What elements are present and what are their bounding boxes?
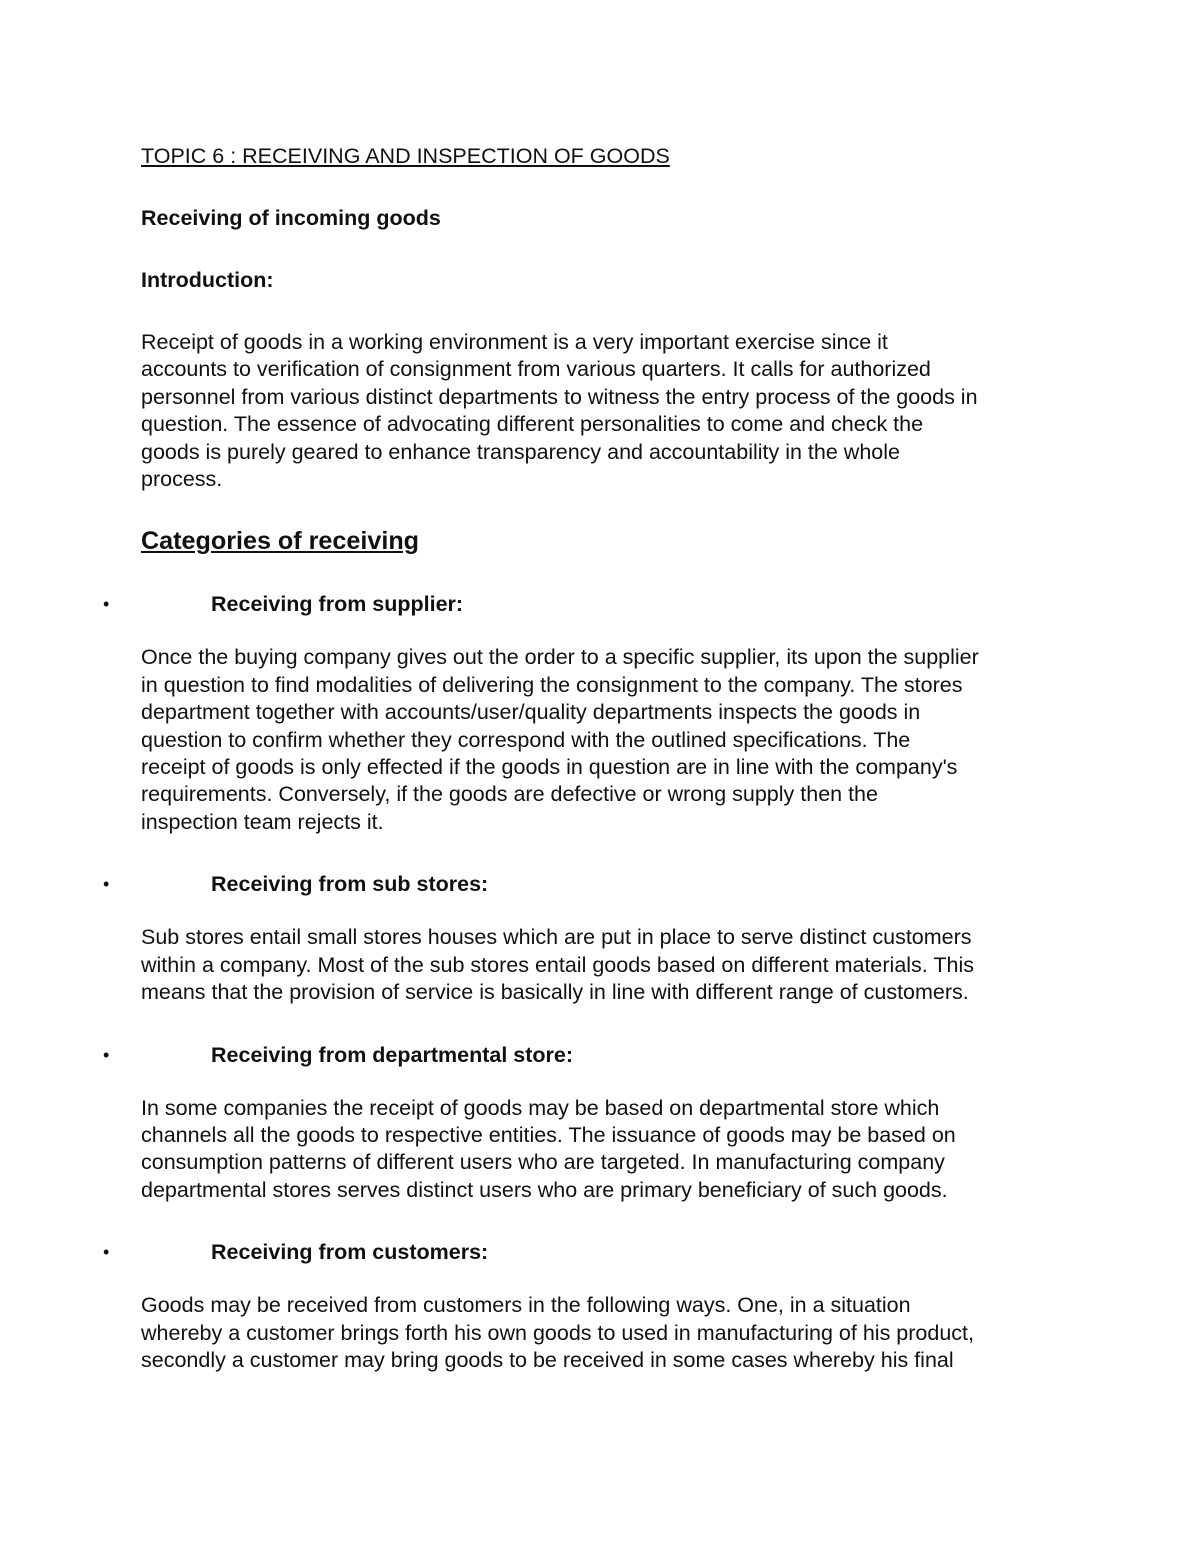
categories-heading: Categories of receiving bbox=[141, 527, 420, 556]
bullet-icon: • bbox=[103, 1242, 110, 1263]
bullet-heading-customers bbox=[103, 1238, 1071, 1267]
departmental-store-paragraph bbox=[141, 1095, 1071, 1205]
paragraph-line: personnel from various distinct departments to witness the entry process of the goods in bbox=[141, 384, 978, 409]
paragraph-line: inspection team rejects it. bbox=[141, 809, 384, 834]
bullet-heading-label: Receiving from sub stores: bbox=[211, 872, 489, 897]
bullet-icon: • bbox=[103, 1044, 110, 1065]
paragraph-line: accounts to verification of consignment from various quarters. It calls for authorized bbox=[141, 357, 931, 382]
paragraph-line: channels all the goods to respective entities. The issuance of goods may be based on bbox=[141, 1122, 956, 1147]
paragraph-line: within a company. Most of the sub stores entail goods based on different materials. This bbox=[141, 952, 974, 977]
supplier-paragraph bbox=[141, 644, 1071, 836]
customers-paragraph bbox=[141, 1292, 1071, 1374]
paragraph-line: question to confirm whether they correspond with the outlined specifications. The bbox=[141, 727, 911, 752]
paragraph-line: means that the provision of service is basically in line with different range of customers. bbox=[141, 980, 969, 1005]
paragraph-line: In some companies the receipt of goods may be based on departmental store which bbox=[141, 1095, 940, 1120]
bullet-icon: • bbox=[103, 874, 110, 895]
paragraph-line: Goods may be received from customers in the following ways. One, in a situation bbox=[141, 1293, 911, 1318]
bullet-heading-departmental-store bbox=[103, 1041, 1071, 1070]
paragraph-line: departmental stores serves distinct users who are primary beneficiary of such goods. bbox=[141, 1177, 948, 1202]
paragraph-line: whereby a customer brings forth his own goods to used in manufacturing of his product, bbox=[141, 1320, 974, 1345]
paragraph-line: department together with accounts/user/quality departments inspects the goods in bbox=[141, 700, 921, 725]
bullet-heading-supplier bbox=[103, 590, 1071, 619]
intro-paragraph bbox=[141, 329, 1071, 493]
document-title: TOPIC 6 : RECEIVING AND INSPECTION OF GOODS bbox=[141, 144, 670, 168]
paragraph-line: process. bbox=[141, 467, 223, 492]
paragraph-line: in question to find modalities of delivering the consignment to the company. The stores bbox=[141, 672, 963, 697]
document-body bbox=[103, 141, 1071, 1374]
paragraph-line: question. The essence of advocating different personalities to come and check the bbox=[141, 412, 924, 437]
paragraph-line: goods is purely geared to enhance transparency and accountability in the whole bbox=[141, 439, 900, 464]
bullet-heading-sub-stores bbox=[103, 870, 1071, 899]
paragraph-line: Sub stores entail small stores houses which are put in place to serve distinct customers bbox=[141, 925, 972, 950]
section-heading: Receiving of incoming goods bbox=[141, 206, 441, 230]
intro-heading: Introduction: bbox=[141, 268, 274, 292]
bullet-heading-label: Receiving from departmental store: bbox=[211, 1042, 574, 1067]
sub-stores-paragraph bbox=[141, 924, 1071, 1006]
bullet-icon: • bbox=[103, 594, 110, 615]
paragraph-line: requirements. Conversely, if the goods are defective or wrong supply then the bbox=[141, 782, 878, 807]
bullet-heading-label: Receiving from customers: bbox=[211, 1240, 489, 1265]
bullet-heading-label: Receiving from supplier: bbox=[211, 592, 464, 617]
paragraph-line: Receipt of goods in a working environment is a very important exercise since it bbox=[141, 330, 888, 354]
paragraph-line: consumption patterns of different users who are targeted. In manufacturing company bbox=[141, 1150, 945, 1175]
paragraph-line: secondly a customer may bring goods to be received in some cases whereby his final bbox=[141, 1347, 954, 1372]
paragraph-line: receipt of goods is only effected if the goods in question are in line with the company's bbox=[141, 755, 958, 780]
paragraph-line: Once the buying company gives out the order to a specific supplier, its upon the supplier bbox=[141, 645, 979, 670]
